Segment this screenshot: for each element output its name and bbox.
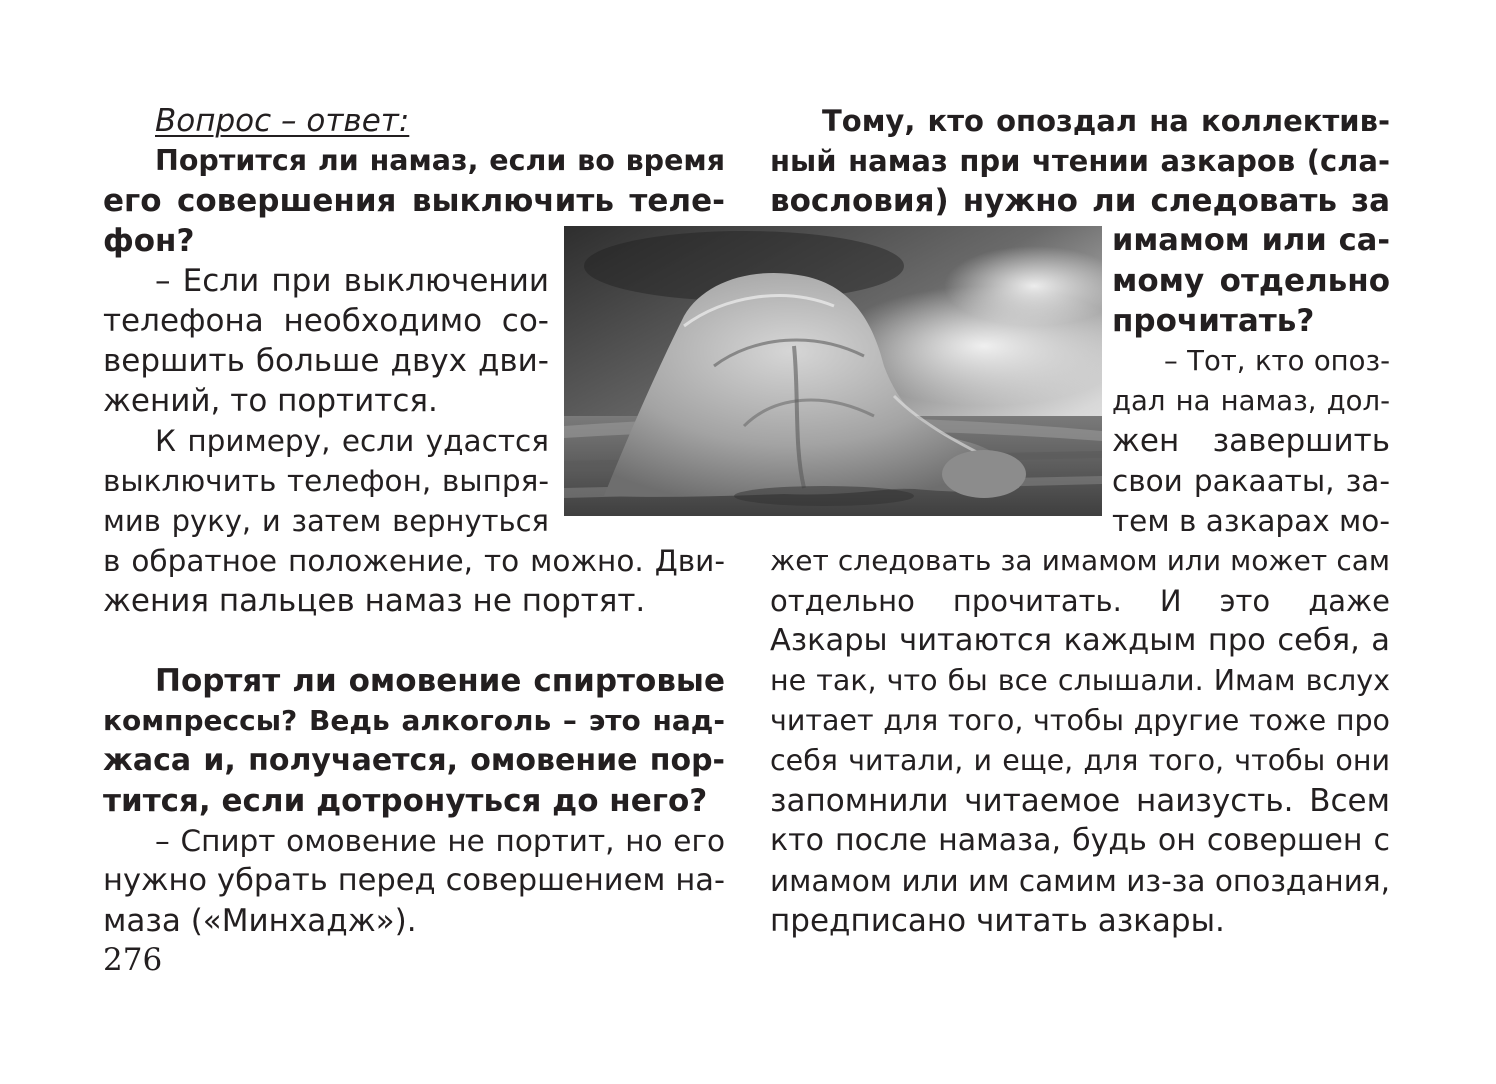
question-1-line-1: Портится ли намаз, если во время [155, 144, 725, 177]
prostrating-figure-photo [564, 226, 1102, 516]
answer-1-line-8: в обратное положение, то можно. Дви- [103, 544, 725, 578]
right-answer-line-4: свои ракааты, за- [1112, 464, 1390, 498]
question-2-line-4: тится, если дотронуться до него? [103, 783, 708, 819]
question-2-line-2: компрессы? Ведь алкоголь – это над- [103, 704, 725, 737]
answer-1-line-7: мив руку, и затем вернуться [103, 504, 549, 538]
right-question-line-1: Тому, кто опоздал на коллектив- [822, 104, 1390, 138]
question-1-line-2: его совершения выключить теле- [103, 183, 725, 219]
right-answer-line-10: читает для того, чтобы другие тоже про [770, 704, 1390, 737]
answer-1-line-6: выключить телефон, выпря- [103, 464, 549, 498]
answer-1-line-1: – Если при выключении [155, 263, 549, 299]
right-answer-line-15: предписано читать азкары. [770, 903, 1225, 939]
right-question-line-5: мому отдельно [1112, 263, 1390, 299]
question-2-line-3: жаса и, получается, омовение пор- [103, 743, 725, 778]
answer-1-line-4: жений, то портится. [103, 383, 438, 419]
right-answer-line-9: не так, что бы все слышали. Имам вслух [770, 664, 1390, 697]
answer-2-line-2: нужно убрать перед совершением на- [103, 863, 725, 898]
right-answer-line-2: дал на намаз, дол- [1112, 385, 1390, 417]
answer-1-line-9: жения пальцев намаз не портят. [103, 583, 646, 619]
right-question-line-6: прочитать? [1112, 303, 1315, 339]
answer-2-line-3: маза («Минхадж»). [103, 903, 417, 939]
right-answer-line-13: кто после намаза, будь он совершен с [770, 823, 1390, 858]
right-question-line-4: имамом или са- [1112, 223, 1390, 258]
question-2-line-1: Портят ли омовение спиртовые [155, 663, 725, 699]
right-answer-line-6: жет следовать за имамом или может сам [770, 544, 1390, 577]
right-answer-line-1: – Тот, кто опоз- [1164, 345, 1390, 377]
question-1-line-3: фон? [103, 223, 195, 259]
page-number: 276 [103, 942, 163, 978]
right-answer-line-11: себя читали, и еще, для того, чтобы они [770, 744, 1390, 777]
right-answer-line-12: запомнили читаемое наизусть. Всем [770, 783, 1390, 819]
right-question-line-3: вословия) нужно ли следовать за [770, 183, 1390, 219]
right-answer-line-8: Азкары читаются каждым про себя, а [770, 623, 1390, 658]
right-question-line-2: ный намаз при чтении азкаров (сла- [770, 144, 1390, 178]
right-answer-line-5: тем в азкарах мо- [1112, 504, 1390, 538]
right-answer-line-3: жен завершить [1112, 423, 1390, 459]
right-answer-line-14: имамом или им самим из-за опоздания, [770, 864, 1390, 898]
answer-1-line-2: телефона необходимо со- [103, 303, 549, 339]
answer-1-line-3: вершить больше двух дви- [103, 343, 549, 379]
answer-1-line-5: К примеру, если удастся [155, 424, 549, 458]
photo-illustration [564, 226, 1102, 516]
right-answer-line-7: отдельно прочитать. И это даже [770, 584, 1390, 618]
answer-2-line-1: – Спирт омовение не портит, но его [155, 824, 725, 858]
section-heading: Вопрос – ответ: [155, 103, 410, 139]
